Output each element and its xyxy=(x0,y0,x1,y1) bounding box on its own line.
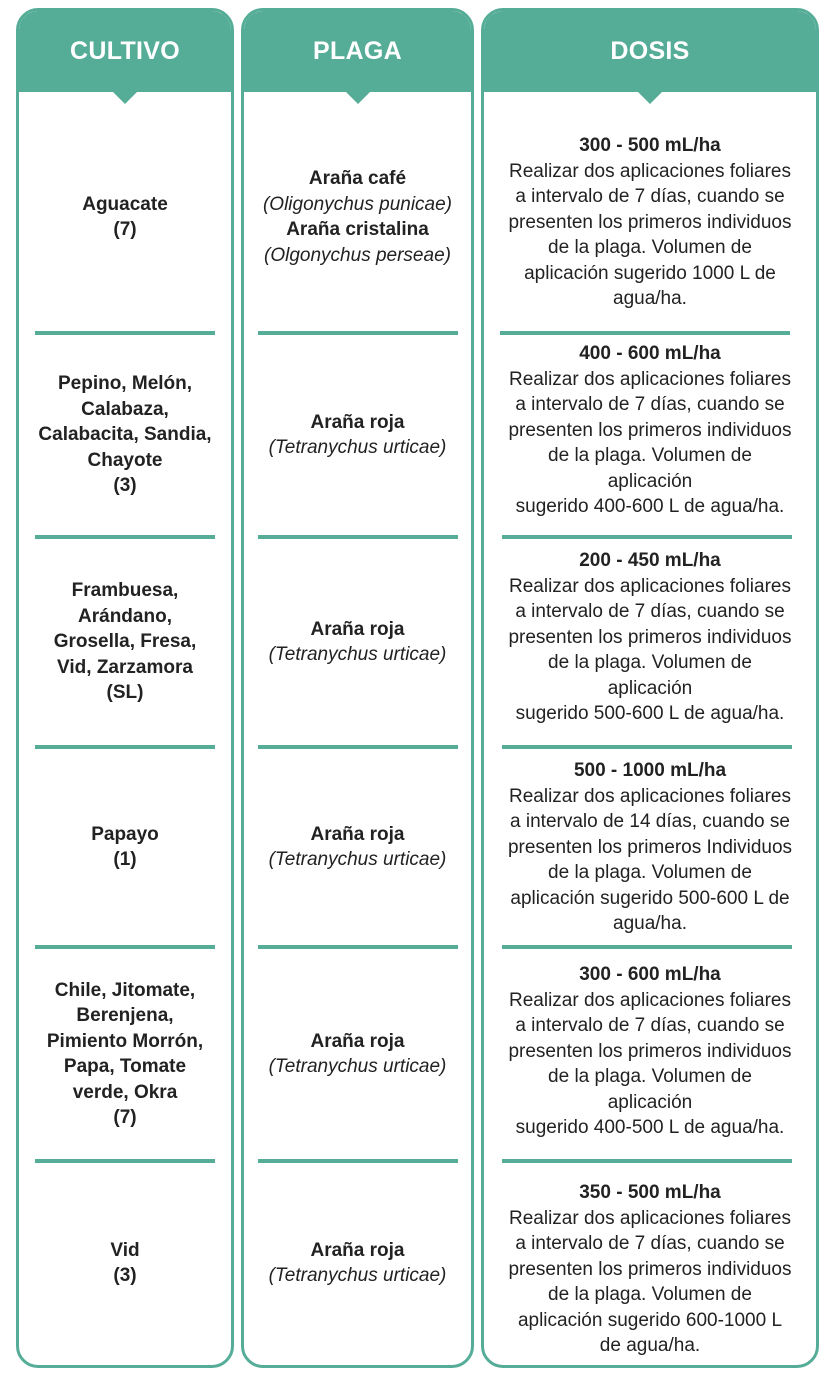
crop-code: (3) xyxy=(113,1265,137,1286)
dose-cell xyxy=(484,758,816,943)
dose-instructions: Realizar dos aplicaciones foliares a intervalo de 14 días, cuando se presenten los primeros Individuos de la plaga. Volumen de aplicación sugerido 500-600 L de agua/ha. xyxy=(507,785,793,934)
crop-cell xyxy=(19,1163,231,1363)
pest-cell xyxy=(244,103,471,331)
dosis-header-pointer xyxy=(638,92,662,104)
dose-instructions: Realizar dos aplicaciones foliares a intervalo de 7 días, cuando se presenten los primeros individuos de la plaga. Volumen de aplicación sugerido 400-500 L de agua/ha. xyxy=(508,989,792,1138)
pest-scientific-name: (Tetranychus urticae) xyxy=(268,1056,447,1077)
crop-name: Vid xyxy=(110,1239,140,1261)
pest-scientific-name: (Oligonychus punicae) xyxy=(262,193,453,215)
pest-scientific-name: (Tetranychus urticae) xyxy=(268,1265,447,1286)
cultivo-header-label: CULTIVO xyxy=(70,37,180,65)
pest-cell xyxy=(244,949,471,1159)
pest-name: Araña cristalina xyxy=(286,219,429,240)
dose-instructions: Realizar dos aplicaciones foliares a intervalo de 7 días, cuando se presenten los primeros individuos de la plaga. Volumen de aplicación sugerido 600-1000 L de agua/ha. xyxy=(508,1207,792,1356)
pest-cell xyxy=(244,539,471,745)
pest-scientific-name: (Tetranychus urticae) xyxy=(268,644,447,665)
crop-code: (SL) xyxy=(106,682,144,704)
crop-cell xyxy=(19,749,231,945)
crop-name: Chile, Jitomate, Berenjena, Pimiento Morrón, Papa, Tomate verde, Okra xyxy=(46,979,204,1103)
pest-name: Araña roja xyxy=(310,823,405,845)
crop-cell xyxy=(19,103,231,331)
crop-name: Aguacate xyxy=(82,193,168,215)
dose-cell xyxy=(484,962,816,1157)
dose-instructions: Realizar dos aplicaciones foliares a intervalo de 7 días, cuando se presenten los primeros individuos de la plaga. Volumen de aplicación sugerido 500-600 L de agua/ha. xyxy=(508,575,792,724)
dose-cell xyxy=(484,133,816,325)
pest-cell xyxy=(244,1163,471,1363)
crop-cell xyxy=(19,949,231,1159)
pest-scientific-name: (Tetranychus urticae) xyxy=(268,849,447,870)
cultivo-column xyxy=(16,8,234,1368)
row-divider xyxy=(502,1159,792,1163)
plaga-header-label: PLAGA xyxy=(313,37,402,65)
pest-name: Araña roja xyxy=(310,1239,405,1261)
pest-name: Araña roja xyxy=(310,1030,405,1052)
pest-name: Araña roja xyxy=(310,618,405,640)
dose-value: 500 - 1000 mL/ha xyxy=(573,760,727,781)
crop-code: (3) xyxy=(113,475,137,497)
pest-name: Araña roja xyxy=(310,411,405,433)
crop-cell xyxy=(19,335,231,535)
plaga-header xyxy=(244,11,471,92)
plaga-column xyxy=(241,8,474,1368)
dose-cell xyxy=(484,1180,816,1360)
dosis-header-label: DOSIS xyxy=(610,37,690,65)
pest-name: Araña café xyxy=(308,168,407,189)
dose-value: 300 - 500 mL/ha xyxy=(579,135,721,156)
dose-instructions: Realizar dos aplicaciones foliares a intervalo de 7 días, cuando se presenten los primeros individuos de la plaga. Volumen de aplicación sugerido 400-600 L de agua/ha. xyxy=(508,368,792,517)
dose-value: 300 - 600 mL/ha xyxy=(579,964,721,985)
row-divider xyxy=(502,535,792,539)
pest-cell xyxy=(244,335,471,535)
dose-value: 400 - 600 mL/ha xyxy=(579,343,721,364)
row-divider xyxy=(502,945,792,949)
pest-cell xyxy=(244,749,471,945)
crop-code: (7) xyxy=(113,219,137,240)
row-divider xyxy=(502,745,792,749)
dose-instructions: Realizar dos aplicaciones foliares a intervalo de 7 días, cuando se presenten los primeros individuos de la plaga. Volumen de aplicación sugerido 1000 L de agua/ha. xyxy=(508,160,792,309)
dose-cell xyxy=(484,548,816,743)
dose-value: 200 - 450 mL/ha xyxy=(579,550,721,571)
crop-cell xyxy=(19,539,231,745)
dose-cell xyxy=(484,341,816,531)
crop-name: Frambuesa, Arándano, Grosella, Fresa, Vid, Zarzamora xyxy=(53,580,197,678)
crop-code: (7) xyxy=(113,1107,137,1128)
cultivo-header xyxy=(19,11,231,92)
pest-scientific-name: (Olgonychus perseae) xyxy=(264,244,451,266)
dosis-header xyxy=(484,11,816,92)
pest-scientific-name: (Tetranychus urticae) xyxy=(268,437,447,458)
dosis-column xyxy=(481,8,819,1368)
crop-code: (1) xyxy=(113,849,137,870)
row-divider xyxy=(500,331,790,335)
crop-name: Papayo xyxy=(91,823,159,845)
dose-value: 350 - 500 mL/ha xyxy=(579,1182,721,1203)
crop-name: Pepino, Melón, Calabaza, Calabacita, Sandia, Chayote xyxy=(38,373,212,471)
